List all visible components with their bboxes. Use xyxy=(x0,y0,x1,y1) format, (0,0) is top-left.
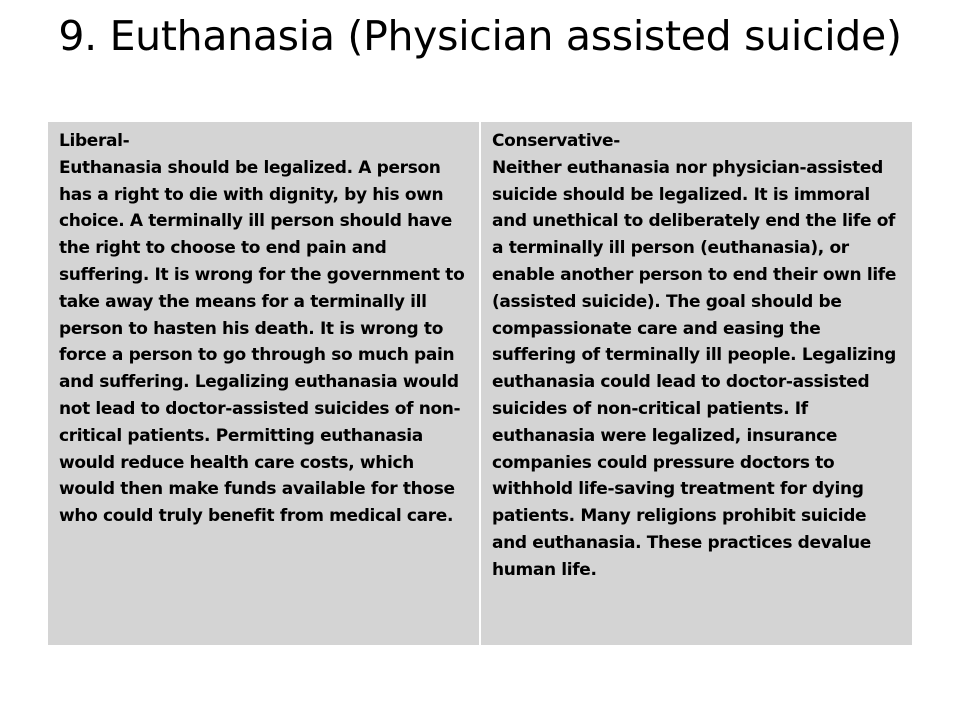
slide-title: 9. Euthanasia (Physician assisted suicide) xyxy=(58,12,902,60)
liberal-heading: Liberal- xyxy=(59,131,130,151)
liberal-column xyxy=(48,122,479,645)
comparison-table xyxy=(48,122,912,645)
liberal-body: Euthanasia should be legalized. A person has a right to die with dignity, by his own choice. A terminally ill person should have the right to choose to end pain and suffering. It is wrong for the government to take away the means for a terminally ill person to hasten his death. It is wrong to force a person to go through so much pain and suffering. Legalizing euthanasia would not lead to doctor-assisted suicides of non-critical patients. Permitting euthanasia would reduce health care costs, which would then make funds available for those who could truly benefit from medical care. xyxy=(59,157,465,527)
conservative-body: Neither euthanasia nor physician-assisted suicide should be legalized. It is immoral and unethical to deliberately end the life of a terminally ill person (euthanasia), or enable another person to end their own life (assisted suicide). The goal should be compassionate care and easing the suffering of terminally ill people. Legalizing euthanasia could lead to doctor-assisted suicides of non-critical patients. If euthanasia were legalized, insurance companies could pressure doctors to withhold life-saving treatment for dying patients. Many religions prohibit suicide and euthanasia. These practices devalue human life. xyxy=(492,157,897,580)
conservative-heading: Conservative- xyxy=(492,131,620,151)
conservative-column xyxy=(481,122,912,645)
